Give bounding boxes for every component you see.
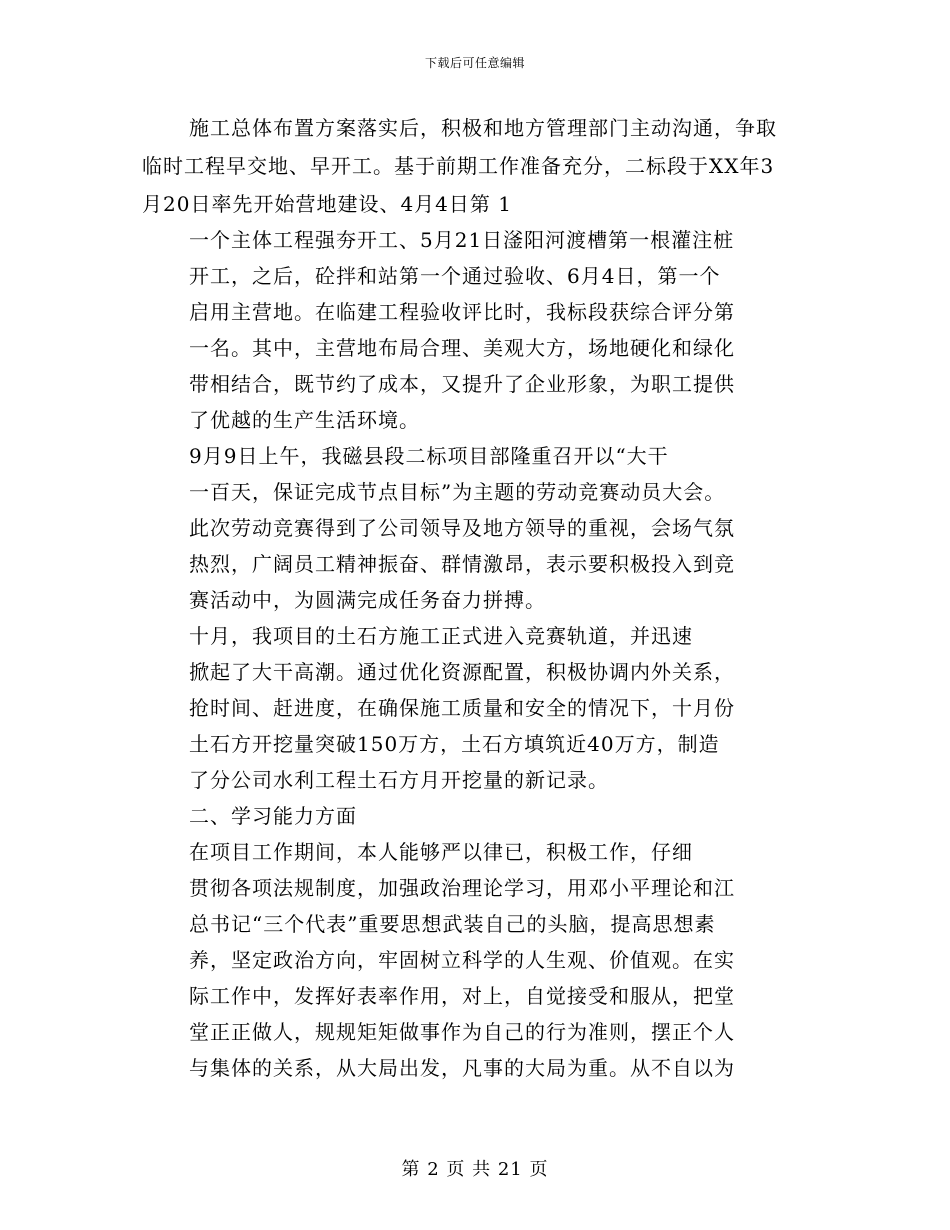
text-line: 开工，之后，砼拌和站第一个通过验收、6月4日，第一个 [189, 264, 721, 288]
text-line: 与集体的关系，从大局出发，凡事的大局为重。从不自以为 [189, 1056, 735, 1080]
text-line: 一个主体工程强夯开工、5月21日滏阳河渡槽第一根灌注桩 [189, 228, 735, 252]
text-line: 一名。其中，主营地布局合理、美观大方，场地硬化和绿化 [189, 336, 735, 360]
text-line: 际工作中，发挥好表率作用，对上，自觉接受和服从，把堂 [189, 984, 735, 1008]
text-line: 掀起了大干高潮。通过优化资源配置，积极协调内外关系， [189, 660, 735, 684]
page-footer: 第 2 页 共 21 页 [401, 1159, 549, 1180]
text-line: 了优越的生产生活环境。 [189, 408, 420, 432]
text-line: 抢时间、赶进度，在确保施工质量和安全的情况下，十月份 [189, 696, 735, 720]
text-line: 热烈，广阔员工精神振奋、群情激昂，表示要积极投入到竞 [189, 552, 735, 576]
text-line: 一百天，保证完成节点目标”为主题的劳动竞赛动员大会。 [189, 480, 726, 504]
text-line: 了分公司水利工程土石方月开挖量的新记录。 [189, 768, 609, 792]
text-line: 启用主营地。在临建工程验收评比时，我标段获综合评分第 [189, 300, 735, 324]
text-line: 施工总体布置方案落实后，积极和地方管理部门主动沟通，争取 [189, 116, 777, 140]
text-line: 十月，我项目的土石方施工正式进入竞赛轨道，并迅速 [189, 624, 693, 648]
text-line: 土石方开挖量突破150万方，土石方填筑近40万方，制造 [189, 732, 720, 756]
text-line: 在项目工作期间，本人能够严以律已，积极工作，仔细 [189, 840, 693, 864]
text-line: 堂正正做人，规规矩矩做事作为自己的行为准则，摆正个人 [189, 1020, 735, 1044]
text-line: 赛活动中，为圆满完成任务奋力拼搏。 [189, 588, 546, 612]
text-line: 9月9日上午，我磁县段二标项目部隆重召开以“大干 [189, 444, 669, 468]
text-line: 带相结合，既节约了成本，又提升了企业形象，为职工提供 [189, 372, 735, 396]
section-heading: 二、学习能力方面 [189, 804, 357, 828]
text-line: 养，坚定政治方向，牢固树立科学的人生观、价值观。在实 [189, 948, 735, 972]
text-line: 临时工程早交地、早开工。基于前期工作准备充分，二标段于XX年3 [142, 154, 775, 178]
text-line: 贯彻各项法规制度，加强政治理论学习，用邓小平理论和江 [189, 876, 735, 900]
text-line: 总书记“三个代表”重要思想武装自己的头脑，提高思想素 [189, 912, 716, 936]
text-line: 此次劳动竞赛得到了公司领导及地方领导的重视，会场气氛 [189, 516, 735, 540]
page-header: 下载后可任意编辑 [424, 56, 525, 70]
text-line: 月20日率先开始营地建设、4月4日第 1 [142, 192, 512, 216]
